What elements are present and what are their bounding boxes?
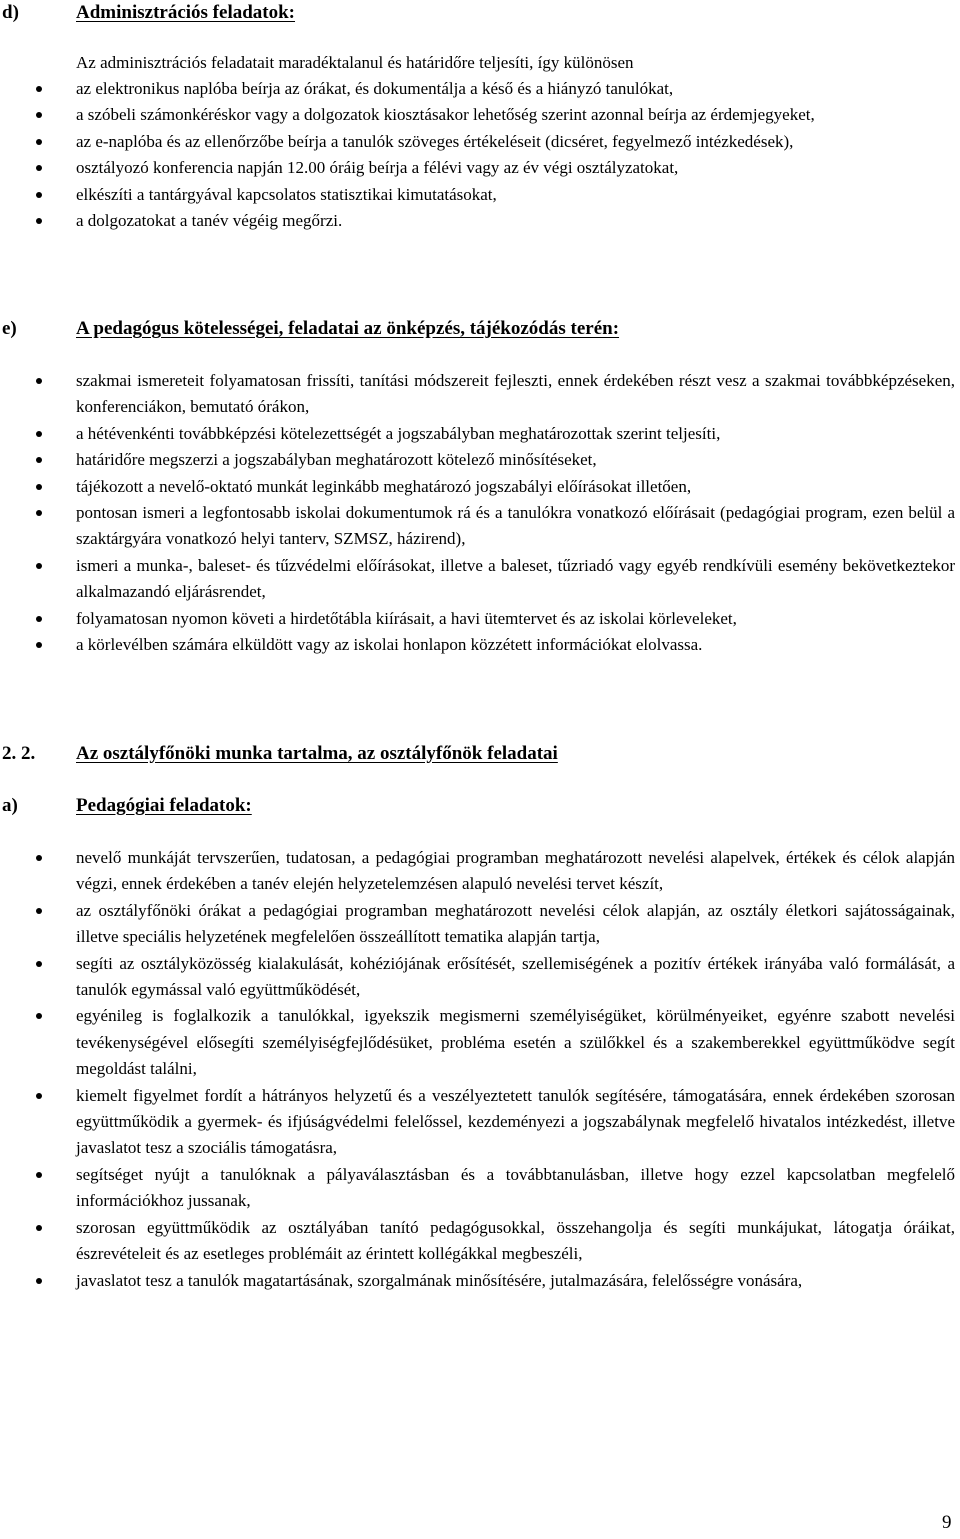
list-item: a dolgozatokat a tanév végéig megőrzi. xyxy=(0,208,955,234)
list-item: segíti az osztályközösség kialakulását, kohéziójának erősítését, szellemiségének a pozitív értékek irányába való formálását, a tanulók egymással való együttműködését, xyxy=(0,951,955,1004)
section-d-intro: Az adminisztrációs feladatait maradéktalanul és határidőre teljesíti, így különösen xyxy=(76,53,634,72)
list-item: a szóbeli számonkéréskor vagy a dolgozatok kiosztásakor lehetőség szerint azonnal beírja az érdemjegyeket, xyxy=(0,102,955,128)
list-item: az elektronikus naplóba beírja az órákat, és dokumentálja a késő és a hiányzó tanulókat, xyxy=(0,76,955,102)
section-d-title: Adminisztrációs feladatok: xyxy=(76,2,296,23)
section-2-2-title: Az osztályfőnöki munka tartalma, az osztályfőnök feladatai xyxy=(76,743,558,764)
section-2-2-label: 2. 2. xyxy=(2,743,36,764)
page-number: 9 xyxy=(942,1512,952,1533)
section-d-list xyxy=(0,76,955,234)
list-item: határidőre megszerzi a jogszabályban meghatározott kötelező minősítéseket, xyxy=(0,447,955,473)
list-item: nevelő munkáját tervszerűen, tudatosan, a pedagógiai programban meghatározott nevelési alapelvek, értékek és célok alapján végzi, ennek érdekében a tanév elején helyzetelemzésen alapuló nevelési tervet készít, xyxy=(0,845,955,898)
list-item: elkészíti a tantárgyával kapcsolatos statisztikai kimutatásokat, xyxy=(0,182,955,208)
list-item: egyénileg is foglalkozik a tanulókkal, igyekszik megismerni személyiségüket, körülményeiket, egyénre szabott nevelési tevékenységével elősegíti személyiségfejlődésüket, probléma esetén a szülőkkel és a szakemberekkel együttműködve segít megoldást találni, xyxy=(0,1003,955,1082)
list-item: folyamatosan nyomon követi a hirdetőtábla kiírásait, a havi ütemtervet és az iskolai körleveleket, xyxy=(0,606,955,632)
list-item: az e-naplóba és az ellenőrzőbe beírja a tanulók szöveges értékeléseit (dicséret, fegyelmező intézkedések), xyxy=(0,129,955,155)
list-item: tájékozott a nevelő-oktató munkát leginkább meghatározó jogszabályi előírásokat illetően, xyxy=(0,474,955,500)
list-item: javaslatot tesz a tanulók magatartásának, szorgalmának minősítésére, jutalmazására, felelősségre vonására, xyxy=(0,1268,955,1294)
section-a-label: a) xyxy=(2,795,18,816)
section-a-title: Pedagógiai feladatok: xyxy=(76,795,252,816)
list-item: osztályozó konferencia napján 12.00 óráig beírja a félévi vagy az év végi osztályzatokat, xyxy=(0,155,955,181)
list-item: szakmai ismereteit folyamatosan frissíti, tanítási módszereit fejleszti, ennek érdekében részt vesz a szakmai továbbképzéseken, konferenciákon, bemutató órákon, xyxy=(0,368,955,421)
list-item: a hétévenkénti továbbképzési kötelezettségét a jogszabályban meghatározottak szerint teljesíti, xyxy=(0,421,955,447)
list-item: ismeri a munka-, baleset- és tűzvédelmi előírásokat, illetve a baleset, tűzriadó vagy egyéb rendkívüli esemény bekövetkeztekor alkalmazandó eljárásrendet, xyxy=(0,553,955,606)
list-item: szorosan együttműködik az osztályában tanító pedagógusokkal, összehangolja és segíti munkájukat, látogatja óráikat, észrevételeit és az esetleges problémáit az érintett kollégákkal megbeszéli, xyxy=(0,1215,955,1268)
section-e-title: A pedagógus kötelességei, feladatai az önképzés, tájékozódás terén: xyxy=(76,318,620,339)
list-item: segítséget nyújt a tanulóknak a pályaválasztásban és a továbbtanulásban, illetve hogy ezzel kapcsolatban megfelelő információkhoz jussanak, xyxy=(0,1162,955,1215)
list-item: a körlevélben számára elküldött vagy az iskolai honlapon közzétett információkat elolvassa. xyxy=(0,632,955,658)
list-item: az osztályfőnöki órákat a pedagógiai programban meghatározott nevelési célok alapján, az osztály életkori sajátosságainak, illetve speciális helyzetének megfelelően összeállított tematika alapján tartja, xyxy=(0,898,955,951)
section-e-label: e) xyxy=(2,318,17,339)
section-a-list xyxy=(0,845,955,1294)
list-item: kiemelt figyelmet fordít a hátrányos helyzetű és a veszélyeztetett tanulók segítésére, támogatására, ennek érdekében szorosan együttműködik a gyermek- és ifjúságvédelmi felelőssel, kezdeményezi a jogszabálynak megfelelő hivatalos intézkedést, illetve javaslatot tesz a szociális támogatásra, xyxy=(0,1083,955,1162)
section-d-label: d) xyxy=(2,2,19,23)
section-e-list xyxy=(0,368,955,658)
list-item: pontosan ismeri a legfontosabb iskolai dokumentumok rá és a tanulókra vonatkozó előírásait (pedagógiai program, ezen belül a szaktárgyára vonatkozó helyi tanterv, SZMSZ, házirend), xyxy=(0,500,955,553)
